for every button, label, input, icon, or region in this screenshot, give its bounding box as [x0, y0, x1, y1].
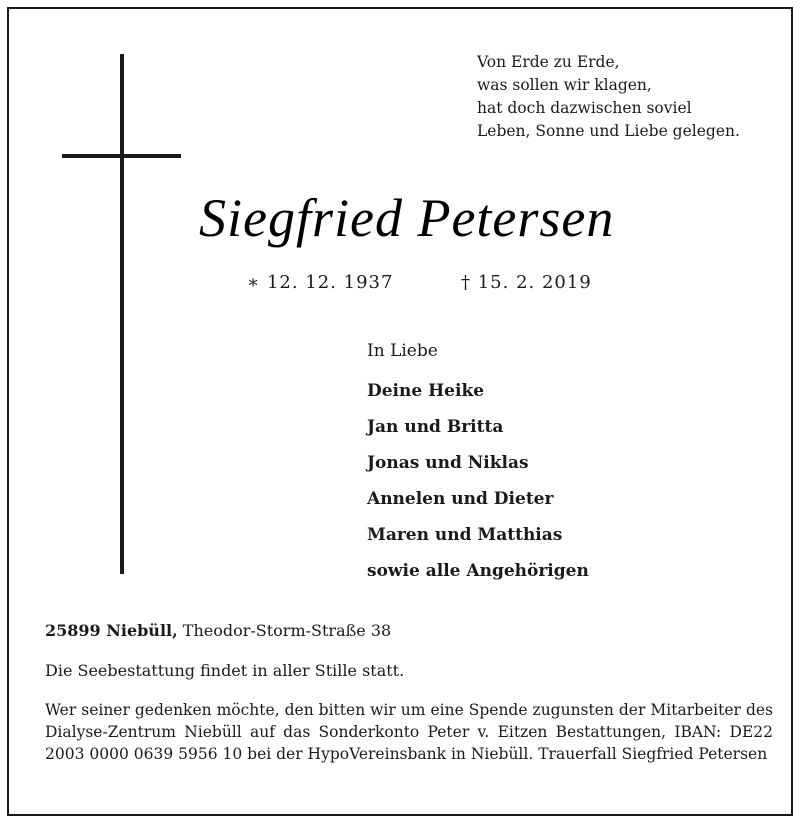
address-street: Theodor-Storm-Straße 38: [182, 621, 392, 640]
birth-date: ∗ 12. 12. 1937: [247, 272, 394, 293]
death-date: † 15. 2. 2019: [461, 272, 592, 293]
mourner-name: Jonas und Niklas: [367, 453, 529, 473]
mourner-name: Deine Heike: [367, 381, 485, 401]
donation-note: Wer seiner gedenken möchte, den bitten wir um eine Spende zugunsten der Mitarbeiter des Dialyse-Zentrum Niebüll auf das Sonderkonto Peter v. Eitzen Bestattungen, IBAN: DE22 2003 0000 0639 5956 10 bei der HypoVereinsbank in Niebüll. Trauerfall Siegfried Petersen: [45, 701, 773, 763]
mourner-name: Annelen und Dieter: [367, 489, 554, 509]
address-city: 25899 Niebüll,: [45, 621, 178, 640]
mourner-name: Jan und Britta: [367, 417, 504, 437]
verse-line: hat doch dazwischen soviel: [477, 99, 692, 117]
address: [45, 621, 391, 640]
cross-icon-horizontal-beam: [62, 154, 181, 158]
cross-icon-vertical-beam: [120, 54, 124, 574]
verse-line: Von Erde zu Erde,: [477, 53, 620, 71]
mourner-name: sowie alle Angehörigen: [367, 561, 589, 581]
burial-note: Die Seebestattung findet in aller Stille statt.: [45, 661, 405, 680]
verse: [477, 51, 740, 143]
verse-line: Leben, Sonne und Liebe gelegen.: [477, 122, 740, 140]
verse-line: was sollen wir klagen,: [477, 76, 652, 94]
mourners-list: [367, 339, 589, 589]
mourner-name: Maren und Matthias: [367, 525, 563, 545]
obituary-frame: [7, 7, 793, 816]
mourners-intro: In Liebe: [367, 341, 438, 361]
deceased-name: Siegfried Petersen: [199, 188, 615, 248]
